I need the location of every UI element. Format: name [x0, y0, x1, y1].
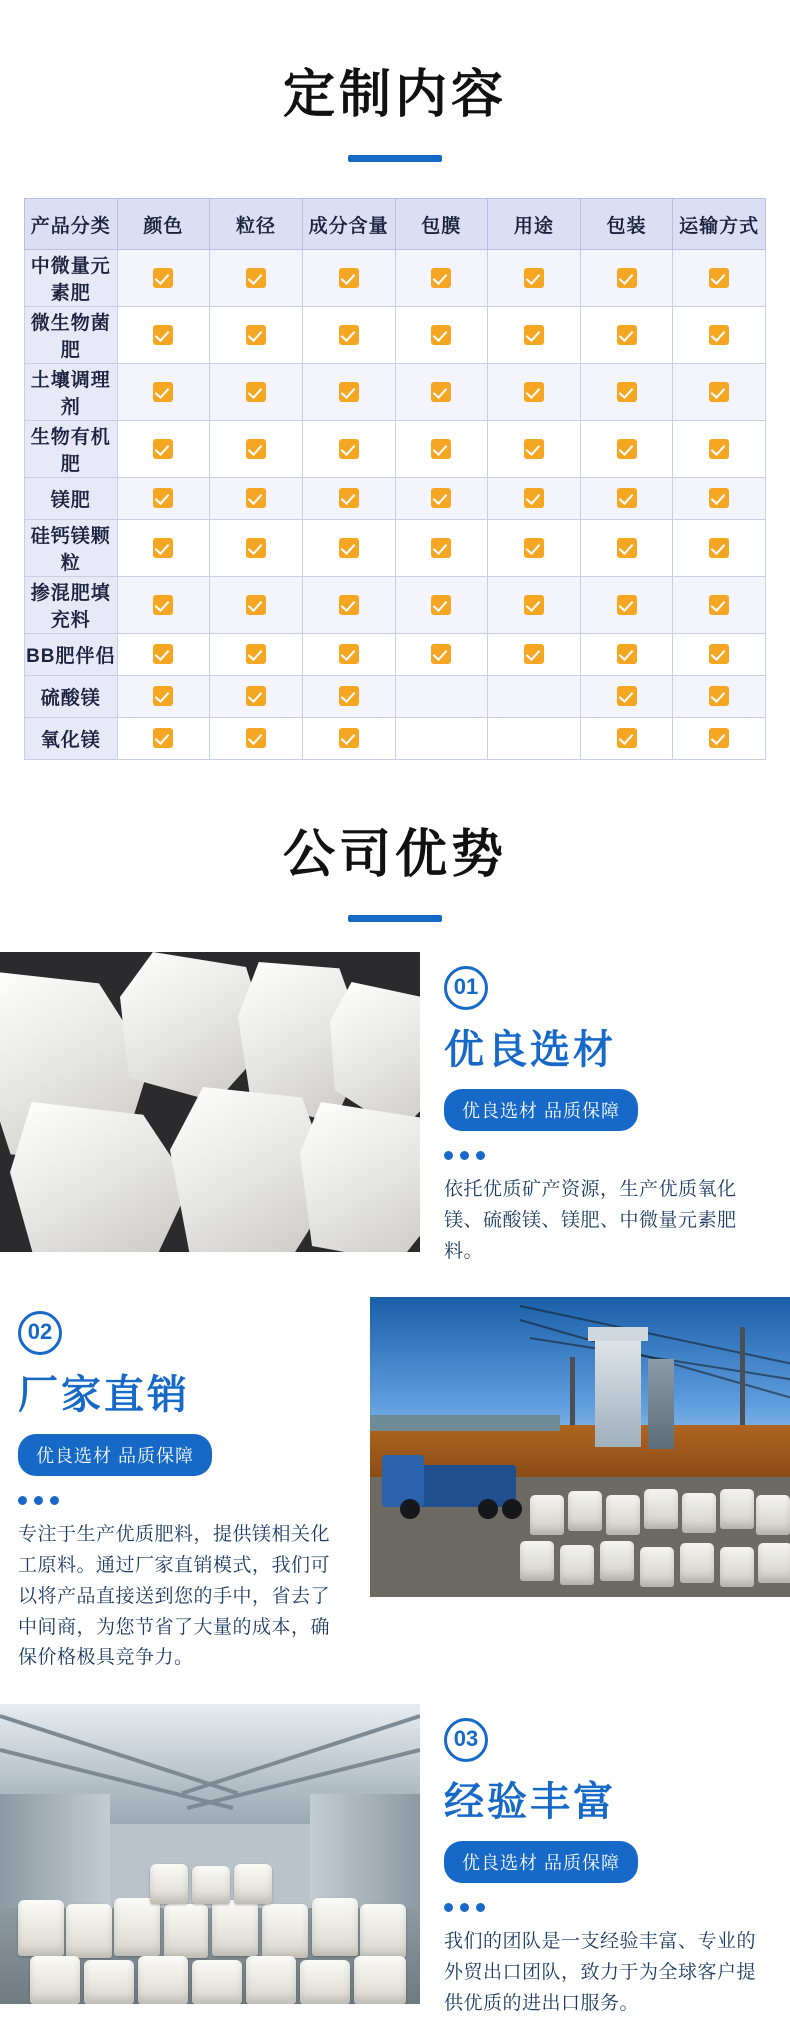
cell-checked	[673, 478, 766, 520]
checkbox-checked-icon	[617, 382, 637, 402]
cell-checked	[488, 577, 581, 634]
cell-checked	[302, 718, 395, 760]
checkbox-checked-icon	[246, 538, 266, 558]
checkbox-checked-icon	[246, 382, 266, 402]
checkbox-checked-icon	[709, 686, 729, 706]
cell-checked	[210, 307, 303, 364]
checkbox-checked-icon	[431, 538, 451, 558]
cell-checked	[580, 634, 673, 676]
checkbox-checked-icon	[524, 644, 544, 664]
checkbox-checked-icon	[524, 488, 544, 508]
advantage-item-03	[0, 1704, 790, 2019]
checkbox-checked-icon	[617, 325, 637, 345]
cell-checked	[673, 676, 766, 718]
cell-checked	[117, 478, 210, 520]
cell-checked	[395, 307, 488, 364]
cell-checked	[673, 577, 766, 634]
table-row	[25, 421, 766, 478]
cell-checked	[117, 676, 210, 718]
advantage-description-03: 我们的团队是一支经验丰富、专业的外贸出口团队，致力于为全球客户提供优质的进出口服务。	[444, 1931, 757, 2014]
checkbox-checked-icon	[524, 268, 544, 288]
advantage-text-03	[420, 1704, 790, 2019]
advantages-title-underline	[348, 915, 442, 922]
cell-checked	[580, 364, 673, 421]
checkbox-checked-icon	[246, 325, 266, 345]
cell-checked	[302, 577, 395, 634]
spec-table-wrap	[24, 198, 766, 760]
checkbox-checked-icon	[709, 325, 729, 345]
checkbox-checked-icon	[709, 595, 729, 615]
page-title: 定制内容	[282, 66, 507, 124]
checkbox-checked-icon	[431, 325, 451, 345]
dot-separator-01	[444, 1147, 772, 1165]
row-label: 微生物菌肥	[25, 307, 118, 364]
checkbox-checked-icon	[617, 268, 637, 288]
checkbox-checked-icon	[246, 268, 266, 288]
cell-checked	[673, 421, 766, 478]
cell-checked	[210, 520, 303, 577]
checkbox-checked-icon	[617, 538, 637, 558]
cell-checked	[488, 634, 581, 676]
column-header-color: 颜色	[117, 199, 210, 250]
cell-checked	[395, 634, 488, 676]
advantage-tag-03: 优良选材 品质保障	[444, 1841, 638, 1883]
cell-checked	[117, 634, 210, 676]
checkbox-checked-icon	[431, 488, 451, 508]
checkbox-checked-icon	[617, 439, 637, 459]
checkbox-checked-icon	[617, 728, 637, 748]
cell-checked	[302, 307, 395, 364]
checkbox-checked-icon	[153, 538, 173, 558]
checkbox-checked-icon	[246, 728, 266, 748]
row-label: 镁肥	[25, 478, 118, 520]
checkbox-checked-icon	[339, 325, 359, 345]
cell-checked	[673, 520, 766, 577]
checkbox-checked-icon	[339, 382, 359, 402]
cell-checked	[488, 478, 581, 520]
advantage-heading-02: 厂家直销	[18, 1373, 190, 1418]
checkbox-checked-icon	[524, 538, 544, 558]
table-row	[25, 718, 766, 760]
checkbox-checked-icon	[246, 488, 266, 508]
advantage-text-02	[0, 1297, 370, 1674]
company-advantages-section	[0, 760, 790, 2019]
row-label: 掺混肥填充料	[25, 577, 118, 634]
cell-checked	[302, 676, 395, 718]
cell-checked	[117, 421, 210, 478]
checkbox-checked-icon	[153, 268, 173, 288]
advantage-item-02	[0, 1297, 790, 1674]
column-header-grain: 粒径	[210, 199, 303, 250]
checkbox-checked-icon	[339, 595, 359, 615]
table-row	[25, 676, 766, 718]
table-row	[25, 307, 766, 364]
table-row	[25, 478, 766, 520]
row-label: 生物有机肥	[25, 421, 118, 478]
cell-checked	[673, 250, 766, 307]
cell-checked	[395, 520, 488, 577]
checkbox-checked-icon	[431, 382, 451, 402]
checkbox-checked-icon	[339, 439, 359, 459]
checkbox-checked-icon	[339, 686, 359, 706]
cell-checked	[210, 250, 303, 307]
table-row	[25, 634, 766, 676]
white-magnesium-ore-photo	[0, 952, 420, 1252]
checkbox-checked-icon	[709, 644, 729, 664]
column-header-coating: 包膜	[395, 199, 488, 250]
cell-checked	[580, 307, 673, 364]
cell-empty	[395, 718, 488, 760]
cell-checked	[673, 307, 766, 364]
checkbox-checked-icon	[431, 439, 451, 459]
cell-checked	[488, 364, 581, 421]
column-header-shipping: 运输方式	[673, 199, 766, 250]
row-label: 中微量元素肥	[25, 250, 118, 307]
checkbox-checked-icon	[339, 644, 359, 664]
cell-checked	[210, 676, 303, 718]
checkbox-checked-icon	[709, 382, 729, 402]
column-header-usage: 用途	[488, 199, 581, 250]
cell-checked	[488, 307, 581, 364]
cell-checked	[302, 250, 395, 307]
advantage-tag-01: 优良选材 品质保障	[444, 1089, 638, 1131]
cell-checked	[210, 634, 303, 676]
cell-checked	[117, 250, 210, 307]
cell-checked	[302, 478, 395, 520]
spec-table	[24, 198, 766, 760]
checkbox-checked-icon	[524, 595, 544, 615]
advantage-item-01	[0, 952, 790, 1267]
checkbox-checked-icon	[153, 595, 173, 615]
cell-empty	[488, 676, 581, 718]
checkbox-checked-icon	[339, 538, 359, 558]
factory-yard-truck-photo	[370, 1297, 790, 1597]
checkbox-checked-icon	[153, 439, 173, 459]
cell-checked	[210, 577, 303, 634]
checkbox-checked-icon	[339, 728, 359, 748]
table-row	[25, 364, 766, 421]
spec-table-head	[25, 199, 766, 250]
advantage-number-01: 01	[444, 966, 772, 1010]
title-underline	[348, 155, 442, 162]
checkbox-checked-icon	[709, 728, 729, 748]
advantage-description-01: 依托优质矿产资源，生产优质氧化镁、硫酸镁、镁肥、中微量元素肥料。	[444, 1179, 737, 1262]
warehouse-storage-photo	[0, 1704, 420, 2004]
cell-checked	[117, 718, 210, 760]
checkbox-checked-icon	[524, 325, 544, 345]
cell-checked	[395, 364, 488, 421]
cell-empty	[488, 718, 581, 760]
advantages-title: 公司优势	[282, 826, 507, 884]
table-row	[25, 577, 766, 634]
column-header-category: 产品分类	[25, 199, 118, 250]
checkbox-checked-icon	[153, 686, 173, 706]
cell-checked	[395, 421, 488, 478]
cell-checked	[117, 364, 210, 421]
table-row	[25, 520, 766, 577]
checkbox-checked-icon	[246, 595, 266, 615]
spec-table-body	[25, 250, 766, 760]
column-header-content: 成分含量	[302, 199, 395, 250]
table-row	[25, 250, 766, 307]
row-label: 氧化镁	[25, 718, 118, 760]
checkbox-checked-icon	[246, 439, 266, 459]
checkbox-checked-icon	[431, 595, 451, 615]
checkbox-checked-icon	[617, 488, 637, 508]
cell-checked	[210, 478, 303, 520]
advantage-text-01	[420, 952, 790, 1267]
advantage-heading-01: 优良选材	[444, 1028, 616, 1072]
advantage-description-02: 专注于生产优质肥料，提供镁相关化工原料。通过厂家直销模式，我们可以将产品直接送到您的手中，省去了中间商，为您节省了大量的成本，确保价格极具竞争力。	[18, 1524, 331, 1669]
cell-checked	[580, 676, 673, 718]
cell-checked	[395, 250, 488, 307]
checkbox-checked-icon	[431, 644, 451, 664]
checkbox-checked-icon	[153, 488, 173, 508]
cell-checked	[117, 307, 210, 364]
cell-checked	[210, 718, 303, 760]
cell-empty	[395, 676, 488, 718]
cell-checked	[580, 520, 673, 577]
cell-checked	[117, 520, 210, 577]
advantage-heading-03: 经验丰富	[444, 1780, 616, 1825]
cell-checked	[488, 421, 581, 478]
row-label: 土壤调理剂	[25, 364, 118, 421]
cell-checked	[580, 478, 673, 520]
cell-checked	[117, 577, 210, 634]
cell-checked	[673, 718, 766, 760]
checkbox-checked-icon	[339, 268, 359, 288]
cell-checked	[395, 577, 488, 634]
row-label: 硅钙镁颗粒	[25, 520, 118, 577]
column-header-packaging: 包装	[580, 199, 673, 250]
cell-checked	[673, 634, 766, 676]
checkbox-checked-icon	[153, 382, 173, 402]
cell-checked	[580, 577, 673, 634]
cell-checked	[210, 421, 303, 478]
cell-checked	[580, 250, 673, 307]
checkbox-checked-icon	[246, 644, 266, 664]
table-header-row	[25, 199, 766, 250]
row-label: 硫酸镁	[25, 676, 118, 718]
custom-content-section	[0, 0, 790, 760]
checkbox-checked-icon	[153, 325, 173, 345]
cell-checked	[673, 364, 766, 421]
checkbox-checked-icon	[524, 382, 544, 402]
cell-checked	[302, 364, 395, 421]
cell-checked	[302, 421, 395, 478]
cell-checked	[580, 718, 673, 760]
cell-checked	[580, 421, 673, 478]
checkbox-checked-icon	[709, 488, 729, 508]
checkbox-checked-icon	[709, 439, 729, 459]
checkbox-checked-icon	[524, 439, 544, 459]
checkbox-checked-icon	[709, 268, 729, 288]
row-label: BB肥伴侣	[25, 634, 118, 676]
cell-checked	[302, 520, 395, 577]
checkbox-checked-icon	[153, 728, 173, 748]
checkbox-checked-icon	[153, 644, 173, 664]
cell-checked	[488, 250, 581, 307]
advantage-number-02: 02	[18, 1311, 346, 1355]
checkbox-checked-icon	[431, 268, 451, 288]
cell-checked	[395, 478, 488, 520]
checkbox-checked-icon	[617, 595, 637, 615]
advantage-tag-02: 优良选材 品质保障	[18, 1434, 212, 1476]
dot-separator-02	[18, 1492, 346, 1510]
checkbox-checked-icon	[709, 538, 729, 558]
checkbox-checked-icon	[339, 488, 359, 508]
cell-checked	[210, 364, 303, 421]
dot-separator-03	[444, 1899, 772, 1917]
checkbox-checked-icon	[617, 644, 637, 664]
advantage-number-03: 03	[444, 1718, 772, 1762]
cell-checked	[302, 634, 395, 676]
checkbox-checked-icon	[617, 686, 637, 706]
checkbox-checked-icon	[246, 686, 266, 706]
cell-checked	[488, 520, 581, 577]
